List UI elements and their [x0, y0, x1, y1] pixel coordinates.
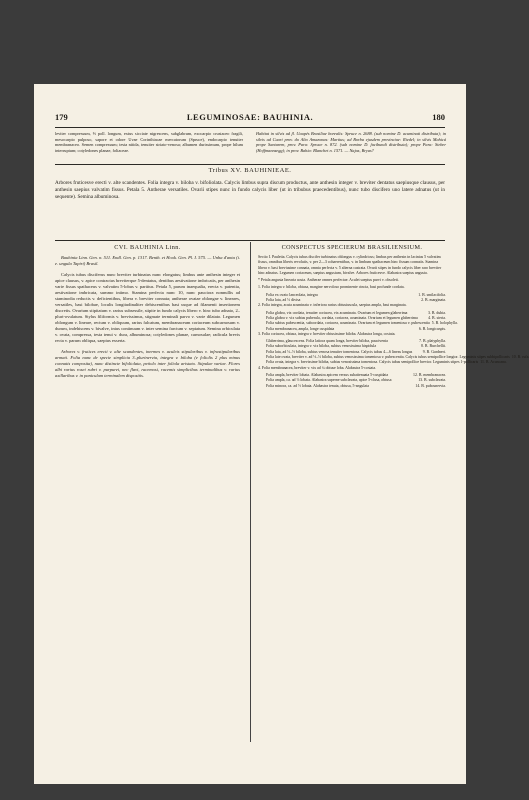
key-entry-species: 1. B. smilacifolia.: [418, 292, 446, 297]
key-entries: [258, 373, 446, 389]
key-entry-text: Folia ampla, ca. ad ⅓ lobata. Alabastra superne subclavata, apice 5-clusa, obtusa: [266, 378, 392, 383]
key-entry-text: Folia lata, ad ⅓–½ biloba, subtus venosa tenuiter tomentosa. Calycis tubus 4—6 lineas longus: [266, 349, 413, 354]
tribe-description: Arbores fruticesve erecti v. alte scandentes. Folia integra v. biloba v. bifoliolata. Calycis limbus supra discum productus, ante anthesin integer v. breviter dentatus saepiusque clausus, per anthesin saepius valvatim fissus. Petala 5. Antherae versatiles. Ovarii stipes nunc in fundo calycis liber (ut in tribubus praecedentibus), nunc tubo discifero uno latere adnatus (ut in sequente). Semina albuminosa.: [55, 180, 445, 201]
key-entry-species: 9. B. Gardneri.: [422, 349, 446, 354]
key-entry-species: 4. B. sieria.: [428, 315, 446, 320]
key-entries: [258, 310, 458, 332]
key-entries: [258, 293, 446, 304]
key-entry-species: 11. B. Acuncana.: [480, 360, 507, 365]
top-left-text: leviter compressum, ⅔ poll. longum, extus sicciate nigrescens, subglabrum, exocarpio crustaceo fragili, mesocarpio pulposo, sapore et odore Uvae Corinthiacae mercatorum (Spruce), endocarpio tenuiter membranaceo. Semen compressum; testa nitida, tenuiter striato-venosa; albumen durissimum, prope hilum interruptum; cotyledones planae, foliaceae.: [55, 131, 243, 153]
key-entry-text: Glaberrima, glaucescens. Folia latiora quam longa, breviter biloba, paucivenia: [266, 339, 388, 344]
key-entry-species: 7. B. platyphylla.: [419, 339, 446, 344]
key-entry-text: Folia membranacea, ampla, longe cuspidata: [266, 326, 335, 331]
tribe-rule: [55, 240, 445, 241]
key-entry-species: 6. B. longicuspis.: [418, 326, 446, 331]
section-rule: [55, 164, 445, 165]
key-entry-text: Folia glabra, vix cordata, tenuiter coriacea, vix acuminata. Ovarium et legumen glaberrima: [266, 310, 408, 315]
running-header: [34, 112, 466, 126]
running-title: LEGUMINOSAE: BAUHINIA.: [186, 112, 314, 122]
genus-reference: Bauhinia Linn. Gen. n. 511. Endl. Gen. p. 1317. Benth. et Hook. Gen. Pl. I. 575. — Unha d'anta (i. e. ungula Tapiri) Brasil.: [55, 255, 240, 266]
key-entry-text: Folia suborbiculata, integra v. vix biloba, subtus venosissima hispidula: [266, 344, 377, 349]
key-entry-text: Folia minora, ca. ad ½ lobata. Alabastra tenuia, obtusa, 5-angulata: [266, 383, 369, 388]
page-number-left: 179: [55, 112, 68, 122]
key-entry-text: Folia lata, ad ⅓ divisa: [266, 298, 301, 303]
key-entries: [258, 339, 529, 365]
key-entry-text: Folia ovata, integra v. brevissime biloba, subtus venosissima tomentosa. Calycis tubus semipollice brevior. Leguminis stipes 1-pollicaris: [266, 360, 479, 365]
key-heading: 3. Folia coriacea, obtusa, integra v. breviter obtusissime biloba. Alabastra longa, costata.: [258, 331, 396, 336]
page-number-right: 180: [432, 112, 445, 122]
book-page: [34, 84, 529, 784]
genus-description: Calycis tubus disciferus nunc breviter turbinatus nunc elongatus; limbus ante anthesin integer et apice clausus, v. apice contractus breviterque 5-dentatus, dentibus aestivatione imbricatis, per anthesin varie fissus spathaceus v. valvatim 5-lobus v. partitus. Petala 5, parum inaequalia, erecta v. patentia, aestivatione imbricata, summo intimo. Stamina perfecta nunc 10, nunc pauciora nonnullis ad staminodia reductis v. deficientibus, libera v. breviter connata; antherae ovatae oblongae v. lineares, versatiles, basi bilobae, loculis longitudinaliter dehiscentibus basi usque ad filamenti insertionem discretis. Ovarium stipitatum v. rarius subsessile, stipite in fundo calycis libero v. hinc tubo adnato, 2–pluri-ovulatum. Stylus filiformis v. brevissimus, stigmate terminali parvo v. varie dilatato. Legumen oblongum v. lineare, rectum v. obliquum, rarius falcatum, membranaceum coriaceum subcarnosum v. durum, indehiscens v. bivalve, intus continuum v. inter semina farctum v. septatum. Semina orbiculata v. ovata, compressa, testa tenui v. dura, albuminosa; cotyledones planae, carnosulae; radicula brevis recta v. parum obliqua, saepius exserta.: [55, 272, 240, 343]
tribe-title: Tribus XV. BAUHINIEAE.: [208, 167, 292, 174]
conspectus-title: CONSPECTUS SPECIERUM BRASILIENSIUM.: [281, 244, 423, 251]
key-entry-species: 5. B. holophylla.: [431, 321, 458, 326]
key-entry-species: 12. B. membranacea.: [413, 372, 446, 377]
column-separator: [250, 242, 251, 742]
genus-title: CVI. BAUHINIA Linn.: [114, 244, 181, 251]
genus-column: [55, 255, 240, 384]
key-entry-species: 2. B. marginata.: [421, 298, 446, 303]
key-entry-text: Folia late ovata, breviter v. ad ½–⅓ biloba, subtus venosissima tomentosa v. pubescentia. Calycis tubus semipollice longior. Leguminis stipes subbipollicaris: [266, 355, 510, 360]
key-heading: 1. Folia integra v. biloba, obtusa, margine nervoloso prominente cincta, basi profunde cordata.: [258, 285, 405, 290]
key-entry-text: Folia ampla, breviter lobata. Alabastra apicem versus subattenuata 5-cuspidata: [266, 372, 389, 377]
key-entry-species: 3. B. dubia.: [427, 310, 446, 315]
header-rule: [55, 127, 445, 128]
key-entry-text: Folia subtus pubescentia, subcordata, coriacea, acuminata. Ovarium et legumen tomentosa v. pubescentia: [266, 321, 430, 326]
genus-habit: Arbores v. frutices erecti v. alte scandentes, inermes v. aculeis stipularibus v. infrastipularibus armati. Folia nunc de specie simplicia 3–plurinervia, integra v. biloba (e foliolis 2 plus minus connatis composita), nunc distincte bifoliolata, petiolo inter foliola aristato. Stipulae variae. Flores albi rarius rosei rubri v. purpurei, nec flavi, racemosi, racemis simplicibus terminalibus v. rarius axillaribus v. in paniculam terminalem dispositis.: [55, 349, 240, 378]
subgroup-heading: * Petala angusta linearia acuta. Antherae omnes perfectae. Aculei saepius parvi v. obsoleti.: [258, 278, 399, 283]
top-right-text: Habitat in silvis ad fl. Uaupés Brasiliae borealis: Spruce n. 2688. (sub nomine D. acuminati distributa); in silvis ad Cuari prov. do Alto Amazonas: Martius; ad Borba ejusdem provinciae: Riedel; in silvis Mahicá prope Santarem, prov. Para: Spruce n. 872. (sub nomine D. facibundi distributa); prope Para: Sieber (Hoffmannsegg); in prov. Bahia: Blanchet n. 1571. — Najas, Bryas?: [256, 131, 446, 153]
key-entry-species: 10. B. rufa.: [511, 355, 529, 360]
key-entry-species: 14. B. pubcunervia.: [415, 383, 446, 388]
key-entry-text: Folia ex ovato lanceolata, integra: [266, 292, 318, 297]
key-entry-species: 13. B. subclavata.: [418, 378, 446, 383]
key-entry: [258, 360, 507, 365]
key-heading: 2. Folia integra, acuta acuminata v. inferiora rarius obtusiuscula, saepius ampla, basi marginata.: [258, 303, 407, 308]
key-entry: [258, 384, 446, 389]
key-heading: 4. Folia membranacea, breviter v. vix ad ¼ obtuse loba. Alabastra 5-costata.: [258, 365, 377, 370]
section-description: Sectio I. Pauletia. Calycis tubus discifer turbinatus oblongus v. cylindricus; limbus per anthesin in lacinias 5 valvatim fissus, omnibus liberis revolutis, v. per 2—3 cohaerentibus, v. in limbum spathaceum hinc fissum connatis. Stamina libera v. basi breviusime connata, omnia perfecta v. 5 alterna castrata. Ovarii stipes in fundo calycis liber raro breviter hinc adnatus. Legumen coriaceum, saepius angustum, bivalve. Arbores fruticesve. Alabastra saepius angusta.: [258, 255, 442, 275]
conspectus-column: [258, 255, 529, 389]
key-entry-species: 8. B. Burchellii.: [421, 344, 446, 349]
key-entry-text: Folia glabra v. vix subtus puberula, cordata, coriacea, acuminata. Ovarium et legumen glaberrima: [266, 315, 418, 320]
